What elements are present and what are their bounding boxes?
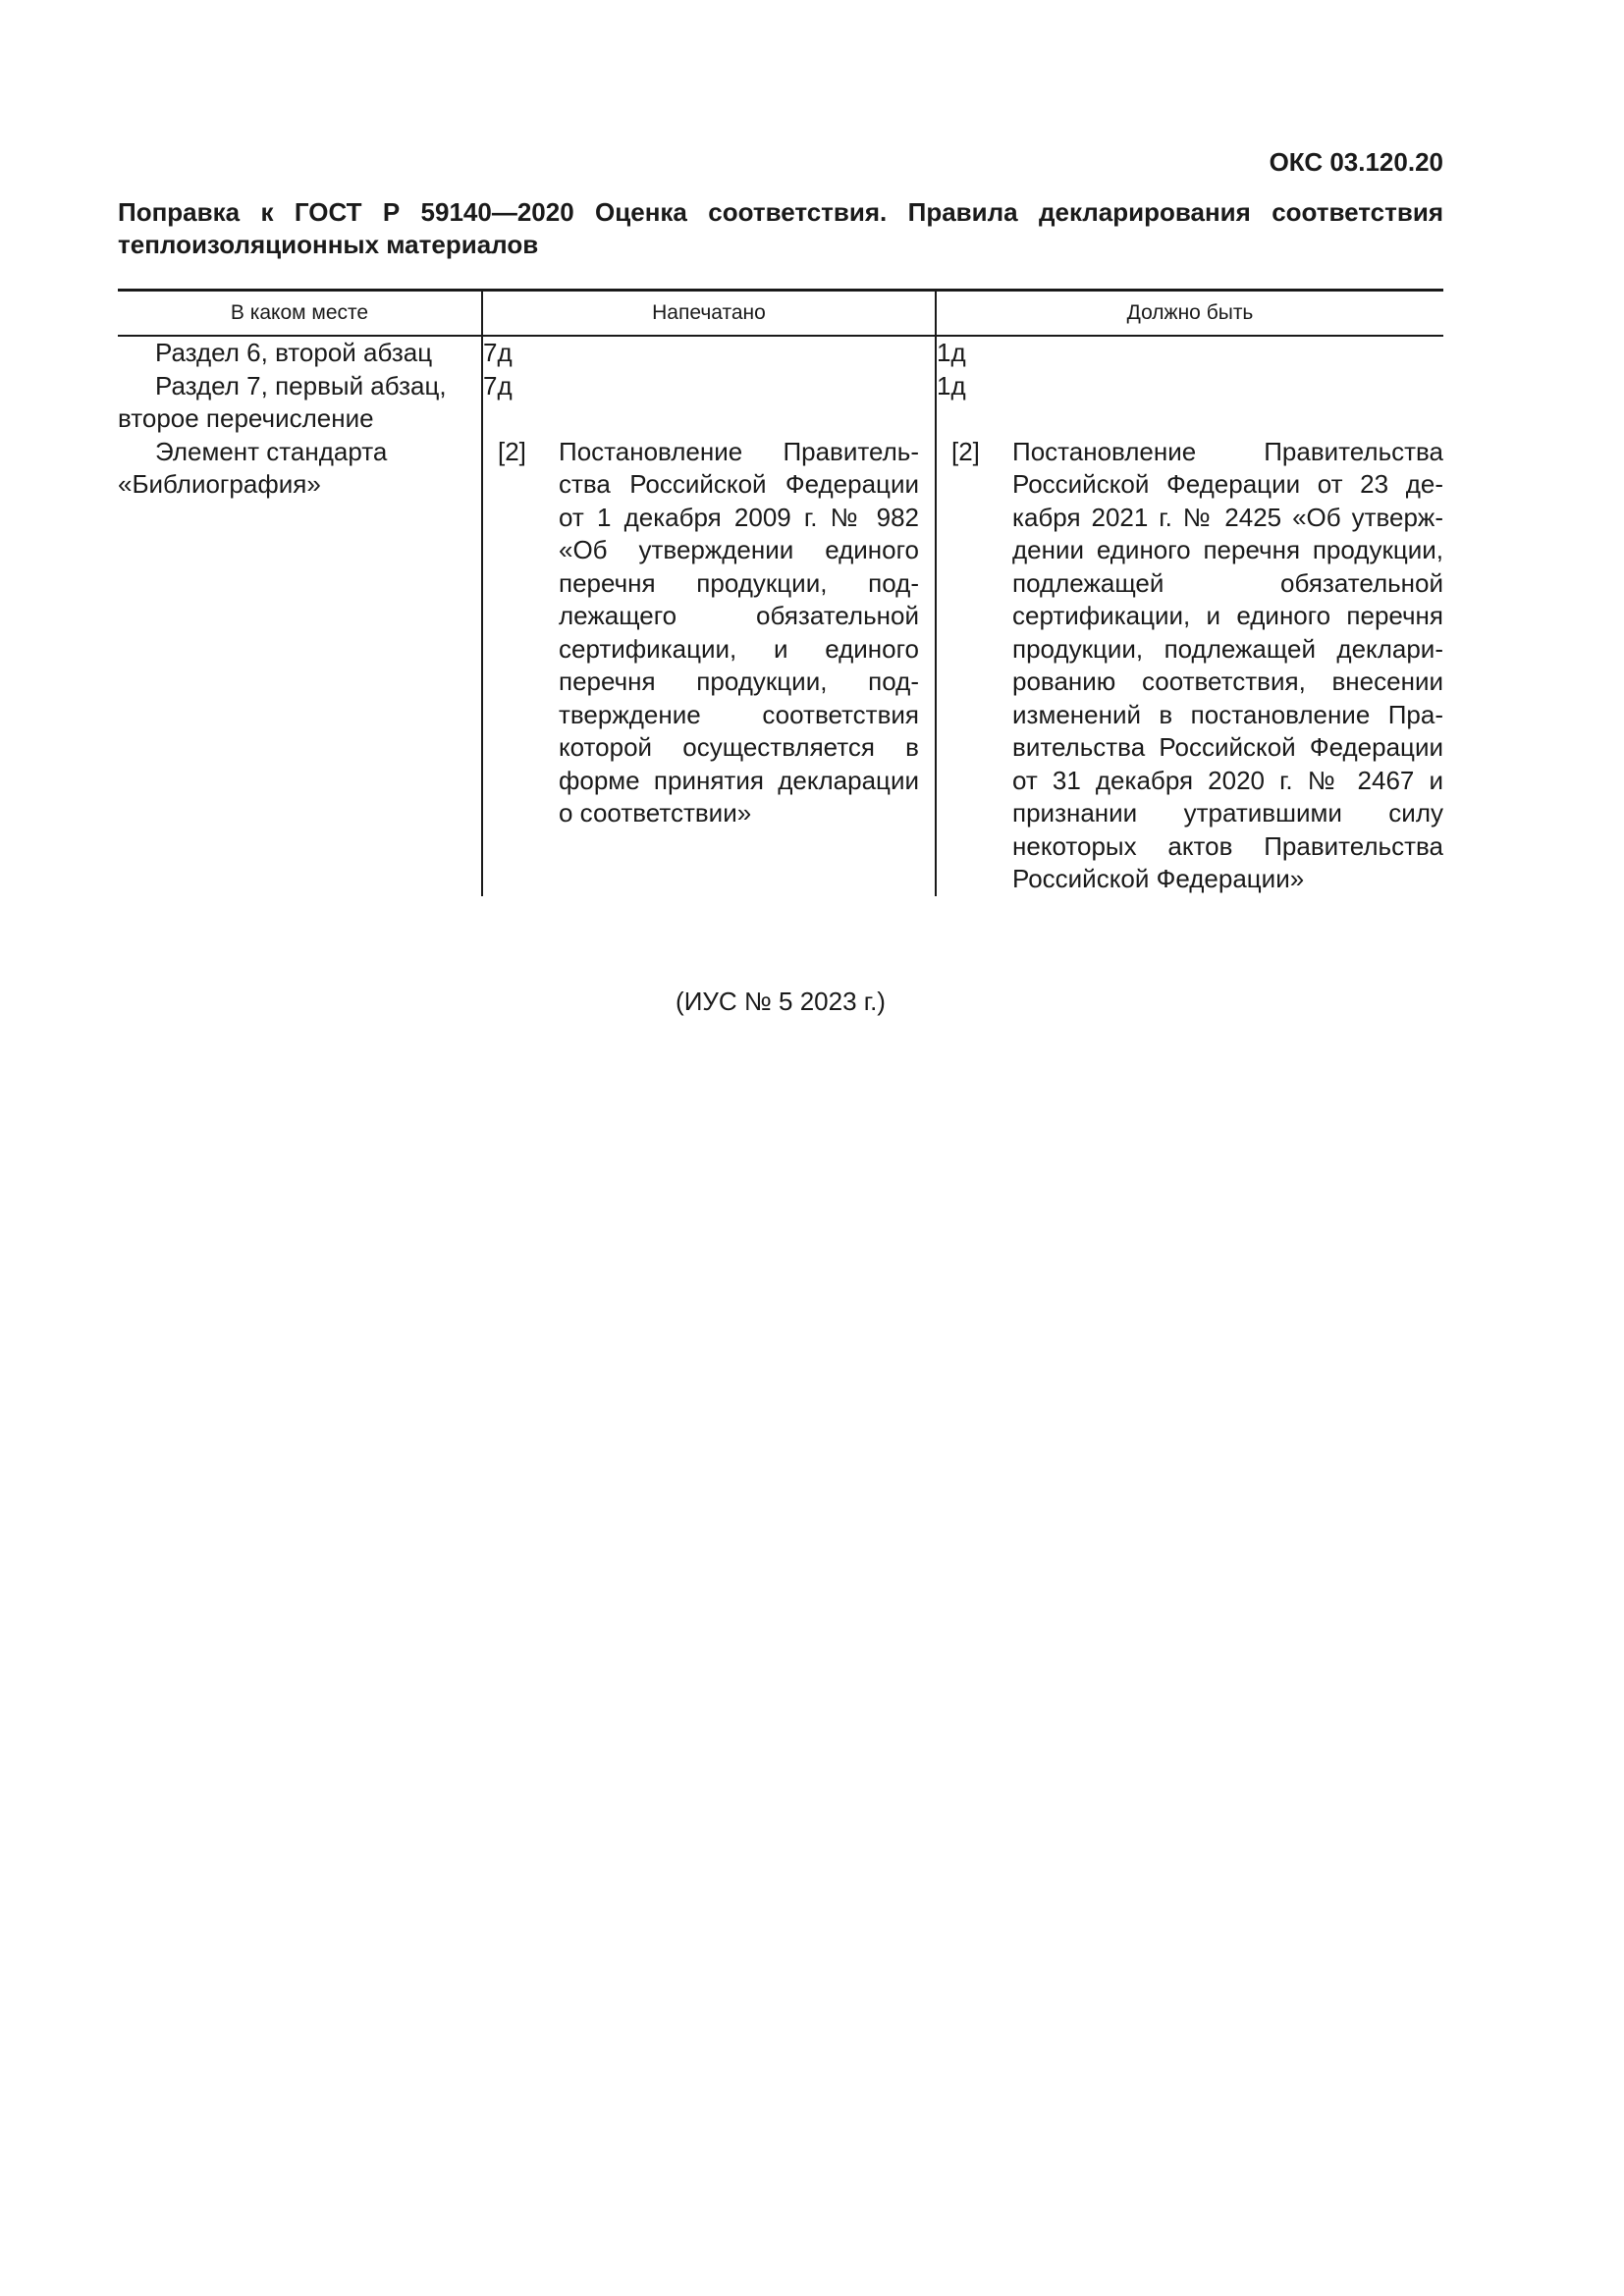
- ius-reference: (ИУС № 5 2023 г.): [676, 987, 886, 1016]
- place-cell: Раздел 7, первый абзац, второе перечисление: [118, 370, 447, 433]
- header-printed: Напечатано: [482, 291, 936, 337]
- printed-cell: [482, 436, 936, 896]
- correction-table: [118, 289, 1443, 896]
- header-place: В каком месте: [230, 301, 369, 325]
- correct-cell: 1д: [936, 370, 1443, 436]
- table-row: [118, 370, 1443, 436]
- correct-ref-text: Постановление Правительства Российской Федерации от 23 декабря 2021 г. № 2425 «Об утверждении единого перечня продукции, подлежащей обязательной сертификации, и единого перечня продукции, подлежащей декларированию соответствия, внесении изменений в постановление Правительства Российской Федерации от 31 декабря 2020 г. № 2467 и признании утратившими силу некоторых актов Правительства Российской Федерации»: [1012, 436, 1443, 893]
- printed-cell: 7д: [482, 336, 936, 370]
- correct-cell: 1д: [936, 336, 1443, 370]
- table-row: [118, 436, 1443, 896]
- document-title: Поправка к ГОСТ Р 59140—2020 Оценка соответствия. Правила декларирования соответствия теплоизоляционных материалов: [118, 197, 1443, 259]
- printed-ref-number: [2]: [498, 436, 526, 466]
- printed-cell: 7д: [482, 370, 936, 436]
- printed-ref-text: Постановление Правительства Российской Федерации от 1 декабря 2009 г. № 982 «Об утверждении единого перечня продукции, подлежащего обязательной сертификации, и единого перечня продукции, подтверждение соответствия которой осуществляется в форме принятия декларации о соответствии»: [559, 436, 919, 828]
- place-cell: Элемент стандарта «Библиография»: [118, 436, 388, 499]
- table-header-row: [118, 291, 1443, 337]
- header-correct: Должно быть: [936, 291, 1443, 337]
- correct-ref-number: [2]: [951, 436, 980, 466]
- oks-code: ОКС 03.120.20: [1269, 147, 1443, 177]
- correct-cell: [936, 436, 1443, 896]
- place-cell: Раздел 6, второй абзац: [155, 338, 433, 367]
- table-row: [118, 336, 1443, 370]
